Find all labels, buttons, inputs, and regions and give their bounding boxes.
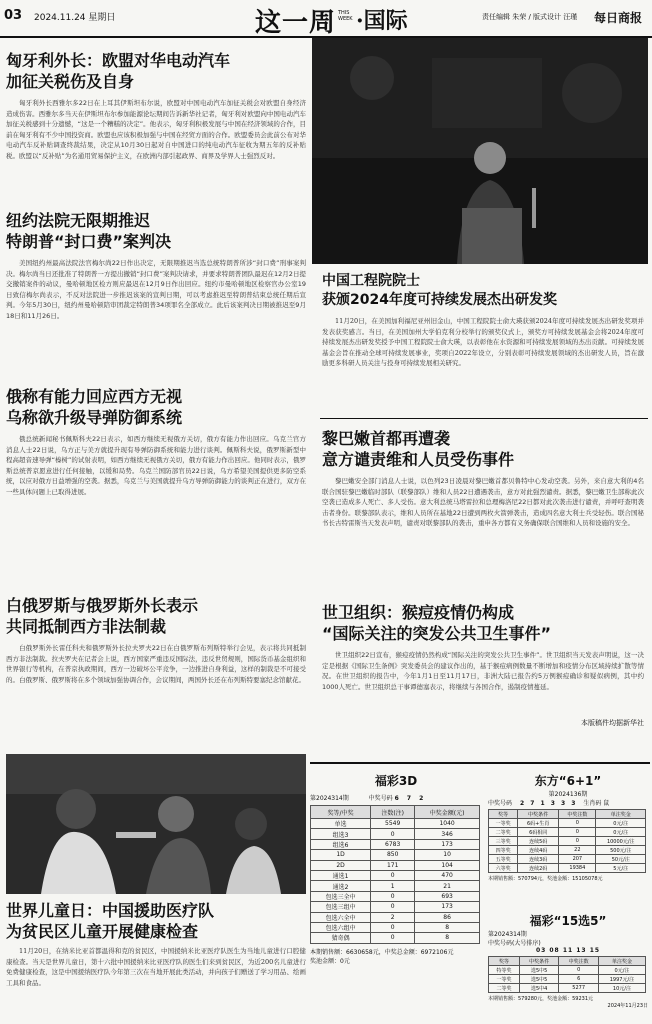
cell: 0元/注	[596, 828, 646, 837]
article-body: 匈牙利外长西雅尔多22日在上耳其伊斯坦布尔说，欧盟对中国电动汽车加征关税会对欧盟自身经济造成伤害。西雅尔多当天在伊斯坦布尔参加能源论坛期间告诉新华社记者，匈牙利对欧盟向中国电动汽车加征关税感到十分遗憾，“这是一个糟糕的决定”。他表示，匈牙利积极发展与中国在经济领域的合作，目前在匈牙利有不少中国投资商。欧盟也应该积极加强与中国在经贸方面的合作。欧盟委员会此前公布对华电动汽车反补贴调查终裁结果，决定从10月30日起对自中国进口的纯电动汽车征收为期五年的反补贴税。欧盟以“反补贴”为名通用贸易保护主义，在欧洲内部引起政界、商界及学界人士强烈反对。	[6, 99, 306, 160]
table-row	[489, 984, 646, 993]
lottery-title: 东方“6+1”	[534, 774, 602, 788]
table-row	[311, 829, 480, 839]
article-title: 匈牙利外长：欧盟对华电动汽车	[6, 51, 231, 70]
cell: 三等奖	[489, 837, 518, 846]
section-title: 这一周	[255, 8, 337, 38]
cell: 包选三组中	[311, 902, 371, 912]
cell: 8	[415, 933, 480, 943]
col-header: 单注奖金	[596, 810, 646, 819]
lottery-numbers: 2 7 1 3 3 3	[519, 800, 578, 807]
cell: 1D	[311, 850, 371, 860]
lottery-title: 福彩“15选5”	[529, 914, 607, 928]
cell: 5549	[371, 819, 415, 829]
cell: 6码相同	[518, 828, 559, 837]
article-title: 获颁2024年度可持续发展杰出研发奖	[322, 292, 557, 308]
cell: 0	[559, 837, 596, 846]
cell: 包选六全中	[311, 912, 371, 922]
article-title: 中国工程院院士	[322, 273, 420, 289]
cell: 二等奖	[489, 828, 518, 837]
table-row	[311, 870, 480, 880]
lottery-nums-label: 中奖号码	[368, 795, 393, 802]
article-body: 11月20日，在纳米比亚首都温得和克的贫民区，中国援纳米比亚医疗队医生为当地儿童进行口腔健康检查。当天是世界儿童日，第十六批中国援纳米比亚医疗队的医生们来到贫民区，为近200名儿童进行免费健康检查，这是中国援纳医疗队今年第三次在当地开展此类活动，并向孩子们赠送了学习用品、绘画工具和食品。	[6, 947, 306, 987]
lottery-table	[310, 805, 480, 944]
article-title: 世卫组织：猴痘疫情仍构成	[322, 603, 515, 622]
article-title: 意方谴责维和人员受伤事件	[322, 450, 515, 469]
col-header: 注数(注)	[371, 806, 415, 819]
cell: 通选1	[311, 870, 371, 880]
lottery-sales: 本期销售额：579280元，奖池金额：59231元	[488, 996, 593, 1002]
lottery-df61	[488, 772, 648, 882]
table-row	[489, 819, 646, 828]
table-row	[311, 819, 480, 829]
col-header: 奖等/中奖	[311, 806, 371, 819]
cell: 5277	[559, 984, 599, 993]
article-title: 乌称欲升级导弹防御系统	[6, 408, 183, 427]
article-title: 俄称有能力回应西方无视	[6, 387, 183, 406]
cell: 单选	[311, 819, 371, 829]
article-who-mpox	[322, 602, 644, 728]
cell: 850	[371, 850, 415, 860]
cell: 0	[559, 819, 596, 828]
cell: 选5中5	[519, 975, 559, 984]
article-title: 白俄罗斯与俄罗斯外长表示	[6, 596, 199, 615]
table-row	[311, 912, 480, 922]
cell: 2D	[311, 860, 371, 870]
article-russia-ukraine	[6, 386, 306, 568]
table-row	[311, 933, 480, 943]
article-trump	[6, 210, 306, 380]
lottery-sales: 本期销售额：6630658元，中奖总金额：6972106元	[310, 948, 454, 956]
issue-date: 2024.11.24 星期日	[34, 13, 116, 23]
newspaper-brand: 每日商报	[594, 11, 643, 25]
lottery-issue: 第2024136期	[548, 791, 588, 798]
lottery-table	[488, 956, 646, 993]
editor-credit: 责任编辑 朱荣 / 版式设计 汪瑾	[482, 13, 578, 21]
cell: 0	[559, 828, 596, 837]
article-title: 特朗普“封口费”案判决	[6, 232, 172, 251]
lottery-divider	[310, 762, 650, 764]
cell: 0	[371, 902, 415, 912]
lottery-fc3d	[310, 772, 482, 965]
cell: 包选三全中	[311, 891, 371, 901]
cell: 特等奖	[489, 966, 520, 975]
lottery-sales: 本期销售额：570794元，奖池金额：15105078元	[488, 876, 603, 882]
cell: 通选2	[311, 881, 371, 891]
article-lebanon	[322, 428, 644, 580]
table-row	[489, 828, 646, 837]
cell: 104	[415, 860, 480, 870]
cell: 346	[415, 829, 480, 839]
article-title: 加征关税伤及自身	[6, 72, 135, 91]
col-header: 中奖金额(元)	[415, 806, 480, 819]
article-belarus	[6, 595, 306, 725]
col-header: 奖等	[489, 957, 520, 966]
cell: 0	[371, 829, 415, 839]
article-title: “国际关注的突发公共卫生事件”	[322, 624, 552, 643]
article-body: 美国纽约州最高法院法官梅尔尚22日作出决定，无限期推迟当选总统特朗普所涉“封口费”刑事案判决。梅尔尚当日还批准了特朗普一方提出撤销“封口费”案判决请求，并要求特朗普团队最迟在12月2日提交撤销案件的动议，曼哈顿地区检方则应最迟在12月9日作出回应。纽约市曼哈顿地区检察官办公室19日致信梅尔尚表示，不反对法院进一步推迟该案的宣判日期，可以考虑推迟至特朗普结束总统任期后宣判。今年5月30日，纽约州曼哈顿陪审团裁定特朗普34项罪名全部成立。此后该案判决日期被推迟至9月18日和11月26日。	[6, 259, 306, 320]
article-body: 世卫组织22日宣布，猴痘疫情仍然构成“国际关注的突发公共卫生事件”。世卫组织当天发表声明说，这一决定是根据《国际卫生条例》突发委员会的建议作出的，基于猴痘病例数量不断增加和疫情分布区域持续扩散等情况。在世卫组织的报告中，今年1月1日至11月17日，非洲大陆已报告约5万例猴痘确诊和疑似病例，其中约1000人死亡。世卫组织总干事谭德塞表示，将继续与各国合作，遏制疫情蔓延。	[322, 651, 644, 691]
cell: 6	[559, 975, 599, 984]
cell: 207	[559, 855, 596, 864]
lottery-pool: 奖池金额：0元	[310, 957, 350, 965]
article-title: 共同抵制西方非法制裁	[6, 617, 167, 636]
page-number: 03	[4, 8, 23, 23]
cell: 0	[371, 933, 415, 943]
children-checkup-photo	[6, 754, 306, 894]
cell: 连续3码	[518, 855, 559, 864]
cell: 22	[559, 846, 596, 855]
article-title: 黎巴嫩首都再遭袭	[322, 429, 451, 448]
cell: 6783	[371, 839, 415, 849]
cell: 693	[415, 891, 480, 901]
zodiac-label: 生肖码	[583, 800, 602, 807]
cell: 六等奖	[489, 864, 518, 873]
cell: 10000元/注	[596, 837, 646, 846]
col-header: 中奖条件	[519, 957, 559, 966]
cell: 470	[415, 870, 480, 880]
cell: 五等奖	[489, 855, 518, 864]
table-row	[489, 975, 646, 984]
article-children-day	[6, 900, 306, 1006]
cell: 10	[415, 850, 480, 860]
article-body: 黎巴嫩安全部门消息人士说，以色列23日凌晨对黎巴嫩首都贝鲁特中心发动空袭。另外，来自意大利的4名联合国驻黎巴嫩临时部队（联黎部队）维和人员22日遭遇袭击，意方对此强烈谴责。据悉，黎巴嫩卫生部称此次空袭已造成多人死亡、多人受伤。意大利总统马塔雷拉和总理梅洛尼22日都对此次袭击进行谴责，并呼吁查明袭击者身份。联黎部队表示，维和人员所在基地22日遭到两枚火箭弹袭击，造成四名意大利士兵受轻伤。联合国秘书长古特雷斯当天发表声明，谴责对联黎部队的袭击，重申各方都有义务确保联合国维和人员和设施的安全。	[322, 477, 644, 527]
table-row	[489, 864, 646, 873]
table-row	[311, 902, 480, 912]
cell: 0元/注	[596, 819, 646, 828]
col-header: 奖等	[489, 810, 518, 819]
table-row	[311, 891, 480, 901]
cell: 86	[415, 912, 480, 922]
lottery-numbers: 03 08 11 13 15	[535, 947, 601, 954]
cell: 50元/注	[596, 855, 646, 864]
cell: 0	[371, 891, 415, 901]
source-credit: 本版稿件均据新华社	[581, 719, 644, 727]
cell: 组选6	[311, 839, 371, 849]
zodiac-value: 鼠	[603, 800, 610, 807]
lottery-numbers: 6 7 2	[394, 795, 427, 802]
cell: 5元/注	[596, 864, 646, 873]
cell: 组选3	[311, 829, 371, 839]
cell: 1997元/注	[598, 975, 645, 984]
table-row	[311, 860, 480, 870]
cell: 四等奖	[489, 846, 518, 855]
divider	[320, 418, 648, 419]
table-row	[311, 922, 480, 932]
cell: 选5中4	[519, 984, 559, 993]
cell: 173	[415, 839, 480, 849]
article-body: 俄总统新闻秘书佩斯科夫22日表示，如西方继续无视俄方关切，俄方有能力作出回应。乌克兰官方消息人士22日说，乌方正与美方就提升现有导弹防御系统和能力进行谈判。佩斯科夫说，俄罗斯新型中程高超音速导弹“榛树”的试射表明，如西方继续无视俄方关切，俄方有能力作出回应。他同时表示，俄罗斯总统普京愿意进行任何接触，以缓和局势。乌克兰国防部官员22日说，乌方希望美国提供更多防空系统，以应对俄方日益增强的空袭。据悉，乌克兰与美国就提升乌方导弹防御能力的谈判正在进行，双方在一些具体问题上已取得进展。	[6, 435, 306, 496]
award-ceremony-photo	[312, 38, 648, 264]
article-title: 世界儿童日：中国援助医疗队	[6, 901, 215, 920]
cell: 连续4码	[518, 846, 559, 855]
cell: 0	[371, 870, 415, 880]
lottery-date: 2024年11月23日	[607, 1003, 648, 1009]
cell: 连续2码	[518, 864, 559, 873]
cell: 500元/注	[596, 846, 646, 855]
cell: 1	[371, 881, 415, 891]
article-academician	[322, 272, 644, 394]
lottery-table	[488, 809, 646, 873]
cell: 0	[559, 966, 599, 975]
table-row	[311, 839, 480, 849]
col-header: 中奖注数	[559, 810, 596, 819]
article-body: 白俄罗斯外长雷任科夫和俄罗斯外长拉夫罗夫22日在白俄罗斯布列斯特举行会见，表示将共同抵制西方非法制裁。拉夫罗夫在记者会上说，西方国家严重违反国际法，违反世贸规则，国际货币基金组织和世界银行等机构，在普京执政期间，西方一边破坏公平竞争，一边推进自身利益，这样的制裁是不可接受的。白俄罗斯、俄罗斯将在多个领域加强协调合作，会议期间，两国外长还在布列斯特要塞纪念馆献花。	[6, 644, 306, 684]
cell: 171	[371, 860, 415, 870]
cell: 19384	[559, 864, 596, 873]
lottery-issue: 第2024314期	[310, 795, 349, 802]
cell: 二等奖	[489, 984, 520, 993]
cell: 8	[415, 922, 480, 932]
table-row	[311, 881, 480, 891]
cell: 173	[415, 902, 480, 912]
cell: 10元/注	[598, 984, 645, 993]
col-header: 中奖注数	[559, 957, 599, 966]
table-row	[489, 846, 646, 855]
table-row	[489, 855, 646, 864]
col-header: 中奖条件	[518, 810, 559, 819]
cell: 2	[371, 912, 415, 922]
section-name: ·国际	[356, 8, 408, 34]
cell: 一等奖	[489, 819, 518, 828]
page-header	[0, 0, 652, 38]
lottery-issue: 第2024314期	[488, 931, 527, 938]
table-row	[489, 837, 646, 846]
table-row	[311, 850, 480, 860]
lottery-nums-label: 中奖号码	[488, 800, 513, 807]
cell: 包选六组中	[311, 922, 371, 932]
cell: 猜奇偶	[311, 933, 371, 943]
article-body: 11月20日，在美国加利福尼亚州旧金山，中国工程院院士俞大瑛获颁2024年度可持续发展杰出研发奖项并发表获奖感言。当日，在美国加州大学伯克利分校举行的颁奖仪式上，颁奖方可持续发展基金会将2024年度可持续发展杰出研发奖授予中国工程院院士俞大瑛，以表彰他在水资源和可持续发展领域的杰出贡献。可持续发展基金会旨在推动全球可持续发展事业，奖项自2022年设立，分别表彰可持续发展领域的杰出研发人员，旨在激励更多科研人员关注与投身可持续发展相关研究。	[322, 317, 644, 367]
table-row	[489, 966, 646, 975]
cell: 6码+生肖	[518, 819, 559, 828]
cell: 选5中5	[519, 966, 559, 975]
col-header: 单注奖金	[598, 957, 645, 966]
cell: 一等奖	[489, 975, 520, 984]
article-title: 为贫民区儿童开展健康检查	[6, 922, 199, 941]
cell: 21	[415, 881, 480, 891]
article-title: 纽约法院无限期推迟	[6, 211, 151, 230]
lottery-title: 福彩3D	[374, 774, 418, 788]
cell: 0元/注	[598, 966, 645, 975]
week-label: THIS WEEK	[338, 10, 353, 22]
cell: 1040	[415, 819, 480, 829]
cell: 连续5码	[518, 837, 559, 846]
lottery-nums-label: 中奖号码(大号排序)	[488, 940, 541, 947]
cell: 0	[371, 922, 415, 932]
lottery-fc155	[488, 912, 648, 1009]
article-hungary	[6, 50, 306, 190]
